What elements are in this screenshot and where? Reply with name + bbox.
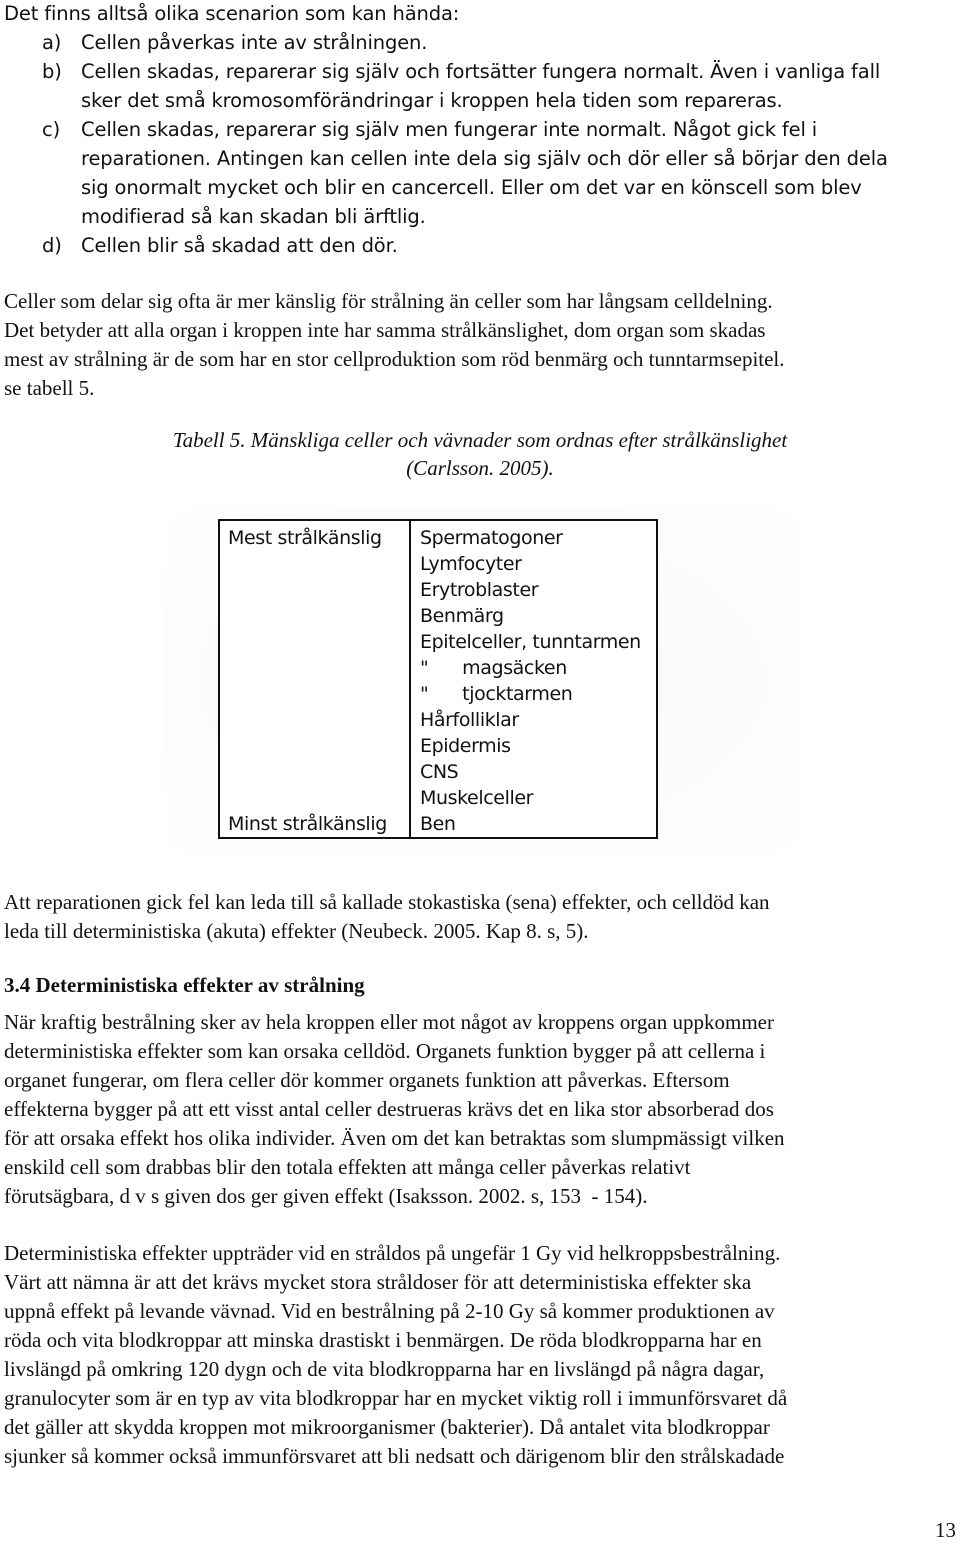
list-label-c: c) bbox=[42, 118, 61, 141]
page-number: 13 bbox=[935, 1518, 956, 1542]
table-row: " tjocktarmen bbox=[420, 683, 573, 705]
table-row: Epitelceller, tunntarmen bbox=[420, 631, 641, 653]
table-row: Hårfolliklar bbox=[420, 709, 519, 731]
table-row: " magsäcken bbox=[420, 657, 567, 679]
list-item-d-line-1: Cellen blir så skadad att den dör. bbox=[81, 234, 398, 257]
table-label-least-sensitive: Minst strålkänslig bbox=[228, 813, 387, 835]
table-caption-line-1: Tabell 5. Mänskliga celler och vävnader som ordnas efter strålkänslighet bbox=[172, 428, 788, 452]
section-paragraph-b-line: det gäller att skydda kroppen mot mikroorganismer (bakterier). Då antalet vita blodkroppar bbox=[4, 1415, 770, 1439]
list-item-c-line-2: reparationen. Antingen kan cellen inte dela sig själv och dör eller så börjar den dela bbox=[81, 147, 888, 170]
table-row: Benmärg bbox=[420, 605, 504, 627]
section-paragraph-b-line: granulocyter som är en typ av vita blodkroppar har en mycket viktig roll i immunförsvaret då bbox=[4, 1386, 788, 1410]
section-paragraph-a-line: effekterna bygger på att ett visst antal celler destrueras krävs det en lika stor absorberad dos bbox=[4, 1097, 774, 1121]
table-row: Lymfocyter bbox=[420, 553, 522, 575]
list-item-b-line-2: sker det små kromosomförändringar i kroppen hela tiden som repareras. bbox=[81, 89, 783, 112]
section-paragraph-b-line: livslängd på omkring 120 dygn och de vita blodkropparna har en livslängd på några dagar, bbox=[4, 1357, 765, 1381]
section-paragraph-a-line: deterministiska effekter som kan orsaka celldöd. Organets funktion bygger på att cellerna i bbox=[4, 1039, 766, 1063]
paragraph-1-line-4: se tabell 5. bbox=[4, 376, 95, 400]
table-row: Muskelceller bbox=[420, 787, 534, 809]
section-paragraph-b-line: Värt att nämna är att det krävs mycket stora stråldoser för att deterministiska effekter ska bbox=[4, 1270, 752, 1294]
table-label-most-sensitive: Mest strålkänslig bbox=[228, 527, 382, 549]
section-paragraph-a-line: för att orsaka effekt hos olika individer. Även om det kan betraktas som slumpmässigt vilken bbox=[4, 1126, 785, 1150]
table-row: Epidermis bbox=[420, 735, 511, 757]
intro-heading: Det finns alltså olika scenarion som kan hända: bbox=[4, 2, 460, 25]
section-paragraph-a-line: organet fungerar, om flera celler dör kommer organets funktion att påverkas. Eftersom bbox=[4, 1068, 730, 1092]
paragraph-2-line-1: Att reparationen gick fel kan leda till så kallade stokastiska (sena) effekter, och celldöd kan bbox=[4, 890, 770, 914]
list-label-a: a) bbox=[42, 31, 62, 54]
table-row: CNS bbox=[420, 761, 459, 783]
list-item-c-line-4: modifierad så kan skadan bli ärftlig. bbox=[81, 205, 426, 228]
paragraph-1-line-1: Celler som delar sig ofta är mer känslig för strålning än celler som har långsam celldelning. bbox=[4, 289, 773, 313]
section-paragraph-a-line: enskild cell som drabbas blir den totala effekten att många celler påverkas relativt bbox=[4, 1155, 691, 1179]
section-paragraph-b-line: uppnå effekt på levande vävnad. Vid en bestrålning på 2-10 Gy så kommer produktionen av bbox=[4, 1299, 775, 1323]
paragraph-1-line-2: Det betyder att alla organ i kroppen inte har samma strålkänslighet, dom organ som skadas bbox=[4, 318, 766, 342]
section-paragraph-b-line: sjunker så kommer också immunförsvaret att bli nedsatt och därigenom blir den strålskadade bbox=[4, 1444, 785, 1468]
section-paragraph-a-line: När kraftig bestrålning sker av hela kroppen eller mot något av kroppens organ uppkommer bbox=[4, 1010, 774, 1034]
list-item-b-line-1: Cellen skadas, reparerar sig själv och fortsätter fungera normalt. Även i vanliga fall bbox=[81, 60, 881, 83]
list-label-b: b) bbox=[42, 60, 62, 83]
paragraph-1-line-3: mest av strålning är de som har en stor cellproduktion som röd benmärg och tunntarmsepitel. bbox=[4, 347, 785, 371]
table-column-divider bbox=[409, 521, 411, 837]
section-paragraph-b-line: Deterministiska effekter uppträder vid en stråldos på ungefär 1 Gy vid helkroppsbestrålning. bbox=[4, 1241, 781, 1265]
table-row: Ben bbox=[420, 813, 456, 835]
table-row: Erytroblaster bbox=[420, 579, 539, 601]
section-paragraph-a-line: förutsägbara, d v s given dos ger given effekt (Isaksson. 2002. s, 153 - 154). bbox=[4, 1184, 648, 1208]
list-label-d: d) bbox=[42, 234, 62, 257]
section-heading: 3.4 Deterministiska effekter av strålning bbox=[4, 973, 365, 997]
radiosensitivity-table bbox=[218, 519, 658, 839]
paragraph-2-line-2: leda till deterministiska (akuta) effekter (Neubeck. 2005. Kap 8. s, 5). bbox=[4, 919, 589, 943]
list-item-c-line-3: sig onormalt mycket och blir en cancercell. Eller om det var en könscell som blev bbox=[81, 176, 862, 199]
table-row: Spermatogoner bbox=[420, 527, 563, 549]
table-caption-line-2: (Carlsson. 2005). bbox=[406, 456, 554, 480]
list-item-a-line-1: Cellen påverkas inte av strålningen. bbox=[81, 31, 428, 54]
list-item-c-line-1: Cellen skadas, reparerar sig själv men fungerar inte normalt. Något gick fel i bbox=[81, 118, 818, 141]
section-paragraph-b-line: röda och vita blodkroppar att minska drastiskt i benmärgen. De röda blodkropparna har en bbox=[4, 1328, 762, 1352]
